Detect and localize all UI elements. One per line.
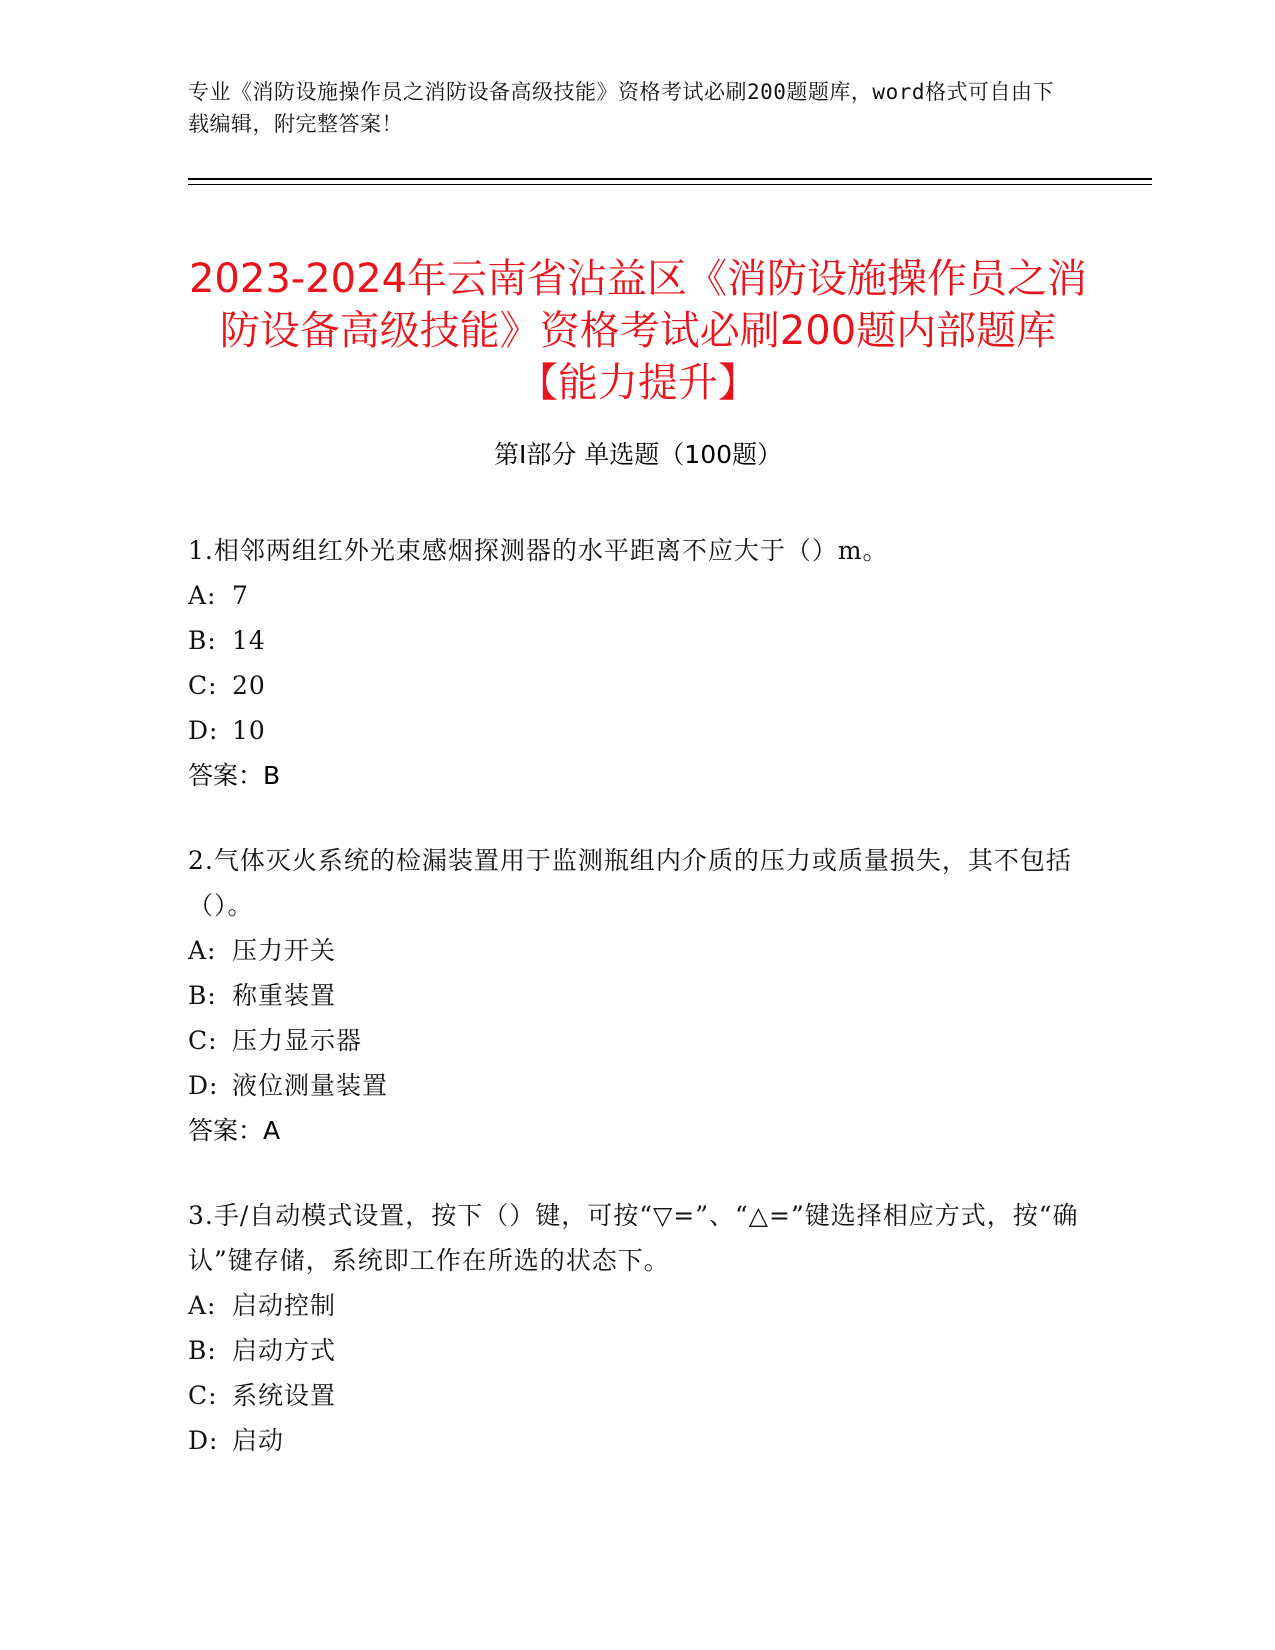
option-letter: B: [188, 981, 217, 1010]
option-letter: C: [188, 671, 218, 700]
option-letter: A: [188, 936, 217, 965]
question-1 [188, 528, 1088, 798]
option-text: 系统设置 [232, 1381, 337, 1410]
option-letter: C: [188, 1381, 218, 1410]
option-letter: D: [188, 1071, 219, 1100]
option-b [188, 618, 1088, 663]
question-stem: 2.气体灭火系统的检漏装置用于监测瓶组内介质的压力或质量损失，其不包括（）。 [188, 846, 1072, 920]
option-letter: B: [188, 626, 217, 655]
option-a [188, 573, 1088, 618]
question-3 [188, 1193, 1088, 1463]
option-d [188, 1418, 1088, 1463]
option-text: 称重装置 [232, 981, 337, 1010]
section-heading: 第Ⅰ部分 单选题（100题） [493, 440, 783, 469]
header-divider-thin [188, 184, 1152, 185]
answer-line: 答案：A [188, 1116, 281, 1145]
option-text: 启动控制 [232, 1291, 337, 1320]
option-c [188, 1373, 1088, 1418]
option-b [188, 973, 1088, 1018]
option-d [188, 708, 1088, 753]
option-letter: D: [188, 1426, 219, 1455]
question-stem: 1.相邻两组红外光束感烟探测器的水平距离不应大于（）m。 [188, 536, 889, 565]
option-a [188, 1283, 1088, 1328]
option-letter: D: [188, 716, 219, 745]
option-text: 7 [232, 581, 249, 610]
option-letter: B: [188, 1336, 217, 1365]
option-text: 压力开关 [232, 936, 337, 965]
option-text: 20 [232, 671, 266, 700]
option-c [188, 663, 1088, 708]
document-title: 2023-2024年云南省沾益区《消防设施操作员之消防设备高级技能》资格考试必刷200题内部题库【能力提升】 [188, 255, 1088, 406]
option-letter: C: [188, 1026, 218, 1055]
question-2 [188, 838, 1088, 1153]
option-letter: A: [188, 1291, 217, 1320]
header-divider-thick [188, 178, 1152, 180]
option-text: 压力显示器 [232, 1026, 363, 1055]
option-text: 启动方式 [232, 1336, 337, 1365]
option-b [188, 1328, 1088, 1373]
question-stem: 3.手/自动模式设置，按下（）键，可按“▽=”、“△=”键选择相应方式，按“确认”键存储，系统即工作在所选的状态下。 [188, 1201, 1079, 1275]
header-note: 专业《消防设施操作员之消防设备高级技能》资格考试必刷200题题库，word格式可自由下载编辑，附完整答案！ [188, 80, 1054, 136]
answer-line: 答案：B [188, 761, 281, 790]
question-list [188, 528, 1088, 1503]
option-a [188, 928, 1088, 973]
option-text: 液位测量装置 [232, 1071, 389, 1100]
option-text: 启动 [232, 1426, 285, 1455]
option-c [188, 1018, 1088, 1063]
option-d [188, 1063, 1088, 1108]
option-text: 10 [232, 716, 266, 745]
option-text: 14 [232, 626, 266, 655]
option-letter: A: [188, 581, 217, 610]
